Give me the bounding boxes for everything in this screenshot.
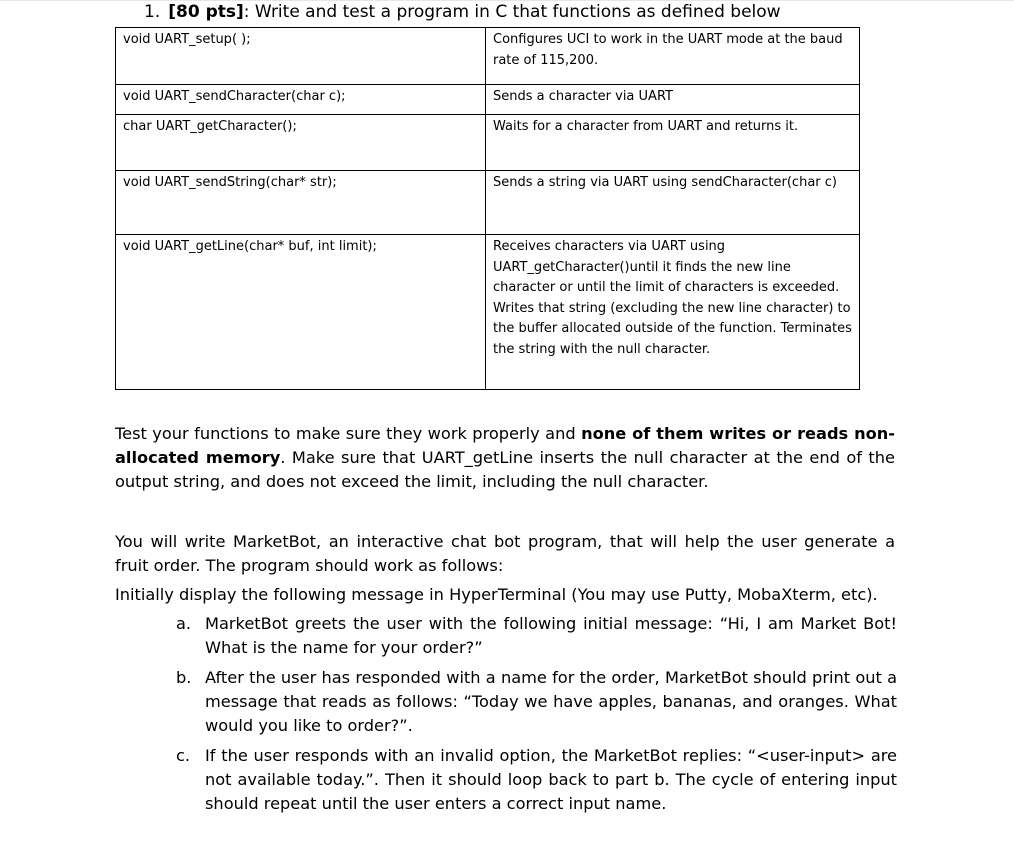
step-text: After the user has responded with a name for the order, MarketBot should print out a message that reads as follows: “Today we have apples, bananas, and oranges. What would you like to order?”. xyxy=(205,668,897,735)
list-item xyxy=(115,612,897,660)
question-points: [80 pts] xyxy=(168,2,244,22)
test-text-bold: none of them writes or reads non-allocated memory xyxy=(115,424,896,467)
function-signature: void UART_sendCharacter(char c); xyxy=(116,85,486,115)
steps-list xyxy=(115,612,897,822)
function-description: Waits for a character from UART and returns it. xyxy=(486,115,860,171)
step-text: MarketBot greets the user with the following initial message: “Hi, I am Market Bot! What is the name for your order?” xyxy=(205,614,897,657)
question-number: 1. xyxy=(144,2,161,22)
question-text: : Write and test a program in C that functions as defined below xyxy=(243,2,781,22)
table-row xyxy=(116,235,860,390)
test-instructions xyxy=(115,422,895,494)
function-spec-table xyxy=(115,27,860,390)
function-signature: void UART_setup( ); xyxy=(116,28,486,85)
list-item xyxy=(115,744,897,816)
function-signature: void UART_getLine(char* buf, int limit); xyxy=(116,235,486,390)
step-marker: b. xyxy=(176,668,192,687)
display-instruction: Initially display the following message in HyperTerminal (You may use Putty, MobaXterm, etc). xyxy=(115,585,878,604)
marketbot-intro: You will write MarketBot, an interactive chat bot program, that will help the user generate a fruit order. The program should work as follows: xyxy=(115,532,895,575)
step-text: If the user responds with an invalid option, the MarketBot replies: “<user-input> are not available today.”. Then it should loop back to part b. The cycle of entering input should repeat until the user enters a correct input name. xyxy=(205,746,897,813)
function-description: Sends a character via UART xyxy=(486,85,860,115)
table-row xyxy=(116,171,860,235)
list-item xyxy=(115,666,897,738)
function-description: Sends a string via UART using sendCharacter(char c) xyxy=(486,171,860,235)
step-marker: c. xyxy=(176,746,191,765)
test-text-part2: . Make sure that UART_getLine inserts the null character at the end of the output string, and does not exceed the limit, including the null character. xyxy=(115,448,895,491)
table-row xyxy=(116,85,860,115)
function-signature: void UART_sendString(char* str); xyxy=(116,171,486,235)
function-description: Configures UCI to work in the UART mode at the baud rate of 115,200. xyxy=(486,28,860,85)
test-text-part1: Test your functions to make sure they work properly and xyxy=(115,424,582,443)
function-description: Receives characters via UART using UART_getCharacter()until it finds the new line character or until the limit of characters is exceeded. Writes that string (excluding the new line character) to the buffer allocated outside of the function. Terminates the string with the null character. xyxy=(486,235,860,390)
question-heading xyxy=(144,0,781,24)
function-signature: char UART_getCharacter(); xyxy=(116,115,486,171)
table-row xyxy=(116,28,860,85)
table-row xyxy=(116,115,860,171)
step-marker: a. xyxy=(176,614,192,633)
